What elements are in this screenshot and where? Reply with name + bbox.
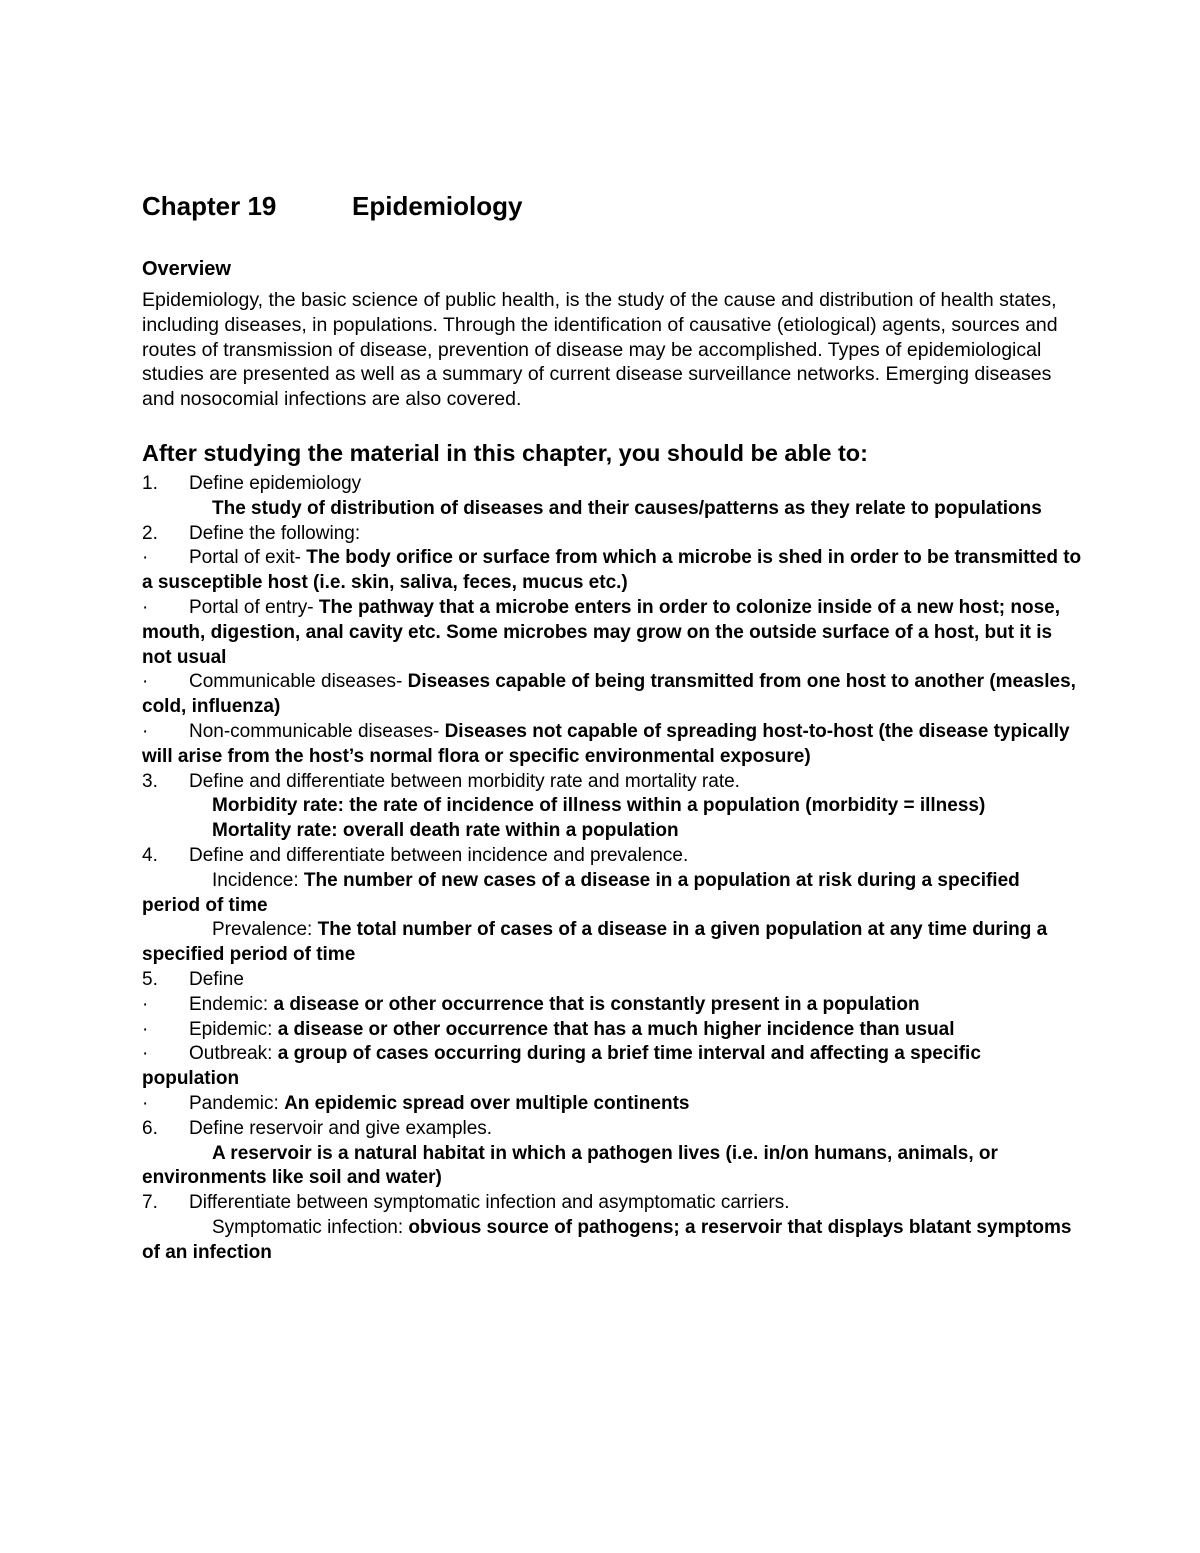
question-text: Define and differentiate between morbidity rate and mortality rate. — [189, 770, 740, 792]
overview-heading: Overview — [142, 258, 231, 280]
question-5 — [142, 968, 1082, 993]
chapter-title: Epidemiology — [352, 191, 523, 221]
question-number: 3. — [142, 770, 158, 792]
definition-text: obvious source of pathogens; a reservoir that displays blatant symptoms of an infection — [142, 1216, 1072, 1263]
definition-term: Communicable diseases- — [189, 671, 403, 693]
definition-item — [142, 596, 1082, 670]
definition-term: Epidemic: — [189, 1018, 273, 1040]
chapter-number: Chapter 19 — [142, 191, 277, 221]
definition-term: Pandemic: — [189, 1092, 279, 1114]
definition-item — [142, 1018, 1082, 1043]
definition-term: Portal of entry- — [189, 596, 314, 618]
definition-text: The total number of cases of a disease in a given population at any time during a specified period of time — [142, 919, 1048, 966]
question-text: Define epidemiology — [189, 472, 362, 494]
definition-term: Symptomatic infection: — [212, 1216, 404, 1238]
chapter-heading — [142, 190, 1082, 222]
definition-item — [142, 546, 1082, 596]
definition-item — [142, 1042, 1082, 1092]
question-text: Define the following: — [189, 522, 361, 544]
answer-3-morbidity — [142, 794, 1082, 819]
overview-paragraph: Epidemiology, the basic science of public health, is the study of the cause and distribution of health states, including diseases, in populations. Through the identification of causative (etiological) agents, sources and routes of transmission of disease, prevention of disease may be accomplished. Types of epidemiological studies are presented as well as a summary of current disease surveillance networks. Emerging diseases and nosocomial infections are also covered. — [142, 289, 1058, 411]
definition-term: Prevalence: — [212, 919, 313, 941]
definition-term: Endemic: — [189, 993, 269, 1015]
answer-1 — [142, 497, 1082, 522]
question-number: 5. — [142, 968, 158, 990]
bullet: · — [142, 1018, 149, 1040]
question-number: 1. — [142, 472, 158, 494]
question-text: Differentiate between symptomatic infection and asymptomatic carriers. — [189, 1192, 790, 1214]
definition-text: a disease or other occurrence that is constantly present in a population — [273, 993, 920, 1015]
question-number: 6. — [142, 1117, 158, 1139]
question-text: Define — [189, 968, 244, 990]
definition-item — [142, 993, 1082, 1018]
definition-item — [142, 720, 1082, 770]
bullet: · — [142, 547, 149, 569]
question-number: 7. — [142, 1192, 158, 1214]
answer-7 — [142, 1216, 1082, 1266]
question-text: Define reservoir and give examples. — [189, 1117, 493, 1139]
document-page — [142, 190, 1082, 1265]
question-7 — [142, 1191, 1082, 1216]
question-1 — [142, 472, 1082, 497]
definition-text: Diseases capable of being transmitted from one host to another (measles, cold, influenza) — [142, 671, 1076, 718]
answer-4-incidence — [142, 869, 1082, 919]
question-number: 2. — [142, 522, 158, 544]
definition-text: The number of new cases of a disease in a population at risk during a specified period of time — [142, 869, 1020, 916]
answer-6 — [142, 1142, 1082, 1192]
question-2 — [142, 522, 1082, 547]
definition-term: Portal of exit- — [189, 547, 301, 569]
bullet: · — [142, 1092, 149, 1114]
question-3 — [142, 770, 1082, 795]
definition-term: Outbreak: — [189, 1043, 273, 1065]
answer-text: The study of distribution of diseases and their causes/patterns as they relate to populations — [212, 497, 1042, 519]
definition-text: Diseases not capable of spreading host-to-host (the disease typically will arise from the host’s normal flora or specific environmental exposure) — [142, 720, 1070, 767]
definition-item — [142, 1092, 1082, 1117]
definition-text: An epidemic spread over multiple continents — [284, 1092, 690, 1114]
question-6 — [142, 1117, 1082, 1142]
bullet: · — [142, 1043, 149, 1065]
answer-text: Mortality rate: overall death rate within a population — [212, 820, 679, 842]
answer-text: Morbidity rate: the rate of incidence of illness within a population (morbidity = illness) — [212, 795, 986, 817]
question-number: 4. — [142, 844, 158, 866]
definition-item — [142, 670, 1082, 720]
answer-text: A reservoir is a natural habitat in which a pathogen lives (i.e. in/on humans, animals, or environments like soil and water) — [142, 1142, 998, 1189]
definition-text: The body orifice or surface from which a microbe is shed in order to be transmitted to a susceptible host (i.e. skin, saliva, feces, mucus etc.) — [142, 547, 1082, 594]
definition-text: The pathway that a microbe enters in order to colonize inside of a new host; nose, mouth, digestion, anal cavity etc. Some microbes may grow on the outside surface of a host, but it is not usual — [142, 596, 1061, 668]
bullet: · — [142, 671, 149, 693]
objectives-heading: After studying the material in this chapter, you should be able to: — [142, 439, 868, 466]
definition-text: a group of cases occurring during a brief time interval and affecting a specific population — [142, 1043, 981, 1090]
question-text: Define and differentiate between incidence and prevalence. — [189, 844, 689, 866]
bullet: · — [142, 993, 149, 1015]
answer-3-mortality — [142, 819, 1082, 844]
bullet: · — [142, 720, 149, 742]
question-4 — [142, 844, 1082, 869]
definition-term: Incidence: — [212, 869, 299, 891]
bullet: · — [142, 596, 149, 618]
definition-term: Non-communicable diseases- — [189, 720, 440, 742]
definition-text: a disease or other occurrence that has a much higher incidence than usual — [277, 1018, 955, 1040]
answer-4-prevalence — [142, 918, 1082, 968]
